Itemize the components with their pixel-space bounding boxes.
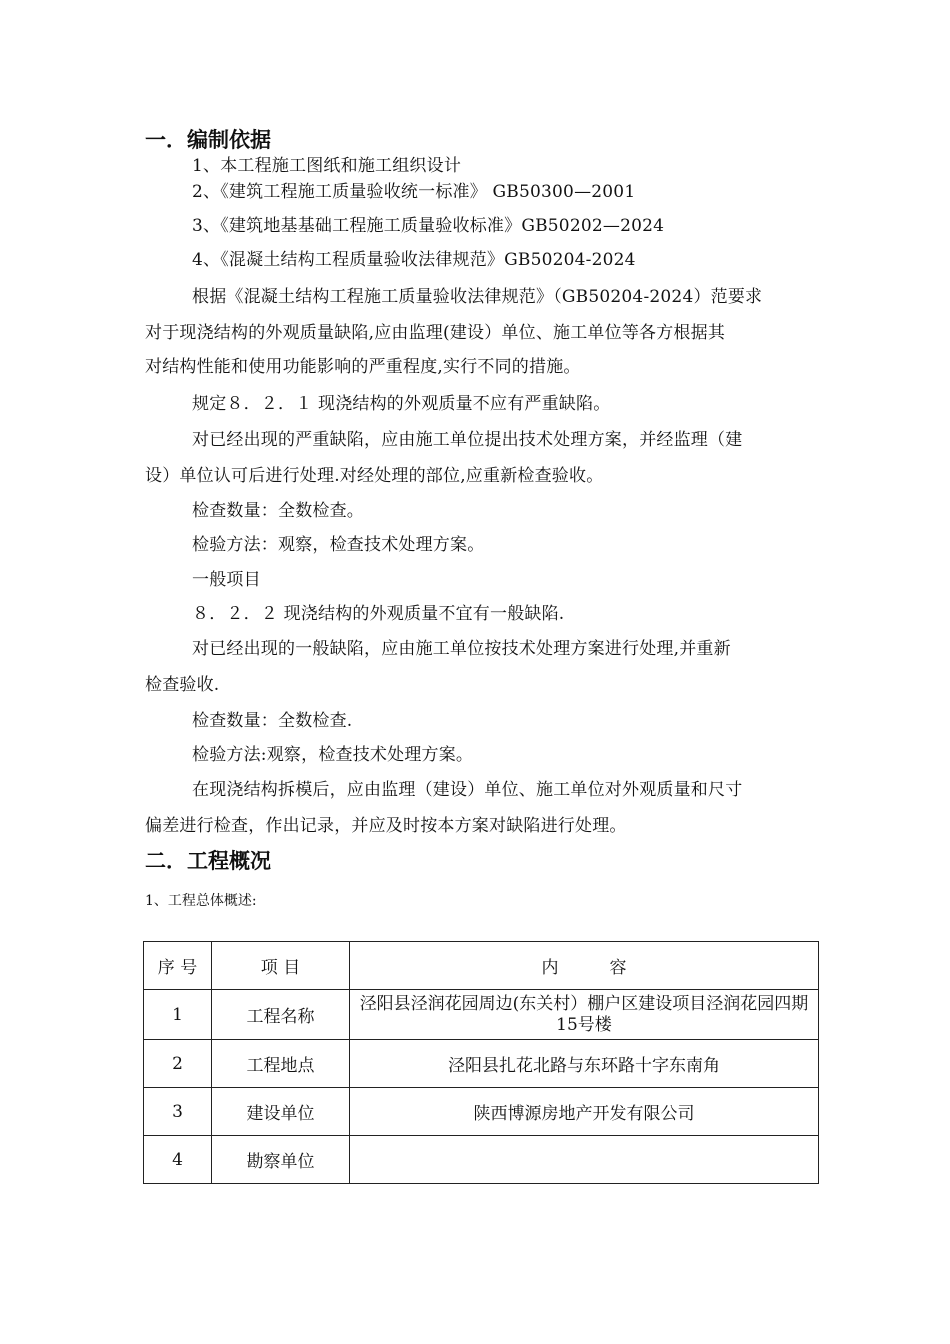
row-content: 陕西博源房地产开发有限公司 (350, 1088, 819, 1136)
row-number: 1 (144, 990, 212, 1040)
overview-subheading: 1、工程总体概述: (145, 893, 257, 909)
project-overview-table (143, 941, 819, 1184)
paragraph-line: 在现浇结构拆模后，应由监理（建设）单位、施工单位对外观质量和尺寸 (192, 780, 743, 800)
table-row (144, 990, 819, 1040)
row-content: 泾阳县扎花北路与东环路十字东南角 (350, 1040, 819, 1088)
rule-8-2-1: 规定８．２．１ 现浇结构的外观质量不应有严重缺陷。 (192, 394, 611, 414)
row-item: 建设单位 (212, 1088, 350, 1136)
row-item: 工程地点 (212, 1040, 350, 1088)
rule-8-2-2: ８．２．２ 现浇结构的外观质量不宜有一般缺陷. (192, 604, 565, 624)
header-cell-no: 序 号 (144, 942, 212, 990)
paragraph-line: 对结构性能和使用功能影响的严重程度,实行不同的措施。 (145, 357, 581, 377)
basis-item-3: 3、《建筑地基基础工程施工质量验收标准》GB50202—2024 (192, 216, 665, 236)
row-item: 勘察单位 (212, 1136, 350, 1184)
row-number: 3 (144, 1088, 212, 1136)
section-heading-basis: 一．编制依据 (145, 128, 271, 152)
paragraph-line: 偏差进行检查，作出记录，并应及时按本方案对缺陷进行处理。 (145, 816, 627, 836)
table-header-row (144, 942, 819, 990)
basis-item-2: 2、《建筑工程施工质量验收统一标准》 GB50300—2001 (192, 182, 636, 202)
paragraph-line: 对于现浇结构的外观质量缺陷,应由监理(建设）单位、施工单位等各方根据其 (145, 323, 726, 343)
paragraph-line: 对已经出现的严重缺陷，应由施工单位提出技术处理方案，并经监理（建 (192, 430, 743, 450)
paragraph-line: 设）单位认可后进行处理.对经处理的部位,应重新检查验收。 (145, 466, 604, 486)
section-heading-overview: 二．工程概况 (145, 849, 271, 873)
basis-item-1: 1、本工程施工图纸和施工组织设计 (192, 156, 462, 176)
row-content (350, 1136, 819, 1184)
check-method-1: 检验方法：观察，检查技术处理方案。 (192, 535, 485, 555)
table-row (144, 1136, 819, 1184)
header-cell-item: 项 目 (212, 942, 350, 990)
row-content: 泾阳县泾润花园周边(东关村）棚户区建设项目泾润花园四期15号楼 (350, 990, 819, 1040)
table-row (144, 1040, 819, 1088)
check-quantity-1: 检查数量：全数检查。 (192, 501, 364, 521)
row-number: 2 (144, 1040, 212, 1088)
basis-item-4: 4、《混凝土结构工程质量验收法律规范》GB50204-2024 (192, 250, 636, 270)
row-item: 工程名称 (212, 990, 350, 1040)
paragraph-line: 根据《混凝土结构工程施工质量验收法律规范》（GB50204-2024）范要求 (192, 287, 763, 307)
check-quantity-2: 检查数量：全数检查. (192, 711, 353, 731)
paragraph-line: 检查验收. (145, 675, 220, 695)
header-cell-content: 内 容 (350, 942, 819, 990)
table-row (144, 1088, 819, 1136)
general-items-label: 一般项目 (192, 570, 261, 590)
check-method-2: 检验方法:观察，检查技术处理方案。 (192, 745, 474, 765)
row-number: 4 (144, 1136, 212, 1184)
paragraph-line: 对已经出现的一般缺陷，应由施工单位按技术处理方案进行处理,并重新 (192, 639, 731, 659)
